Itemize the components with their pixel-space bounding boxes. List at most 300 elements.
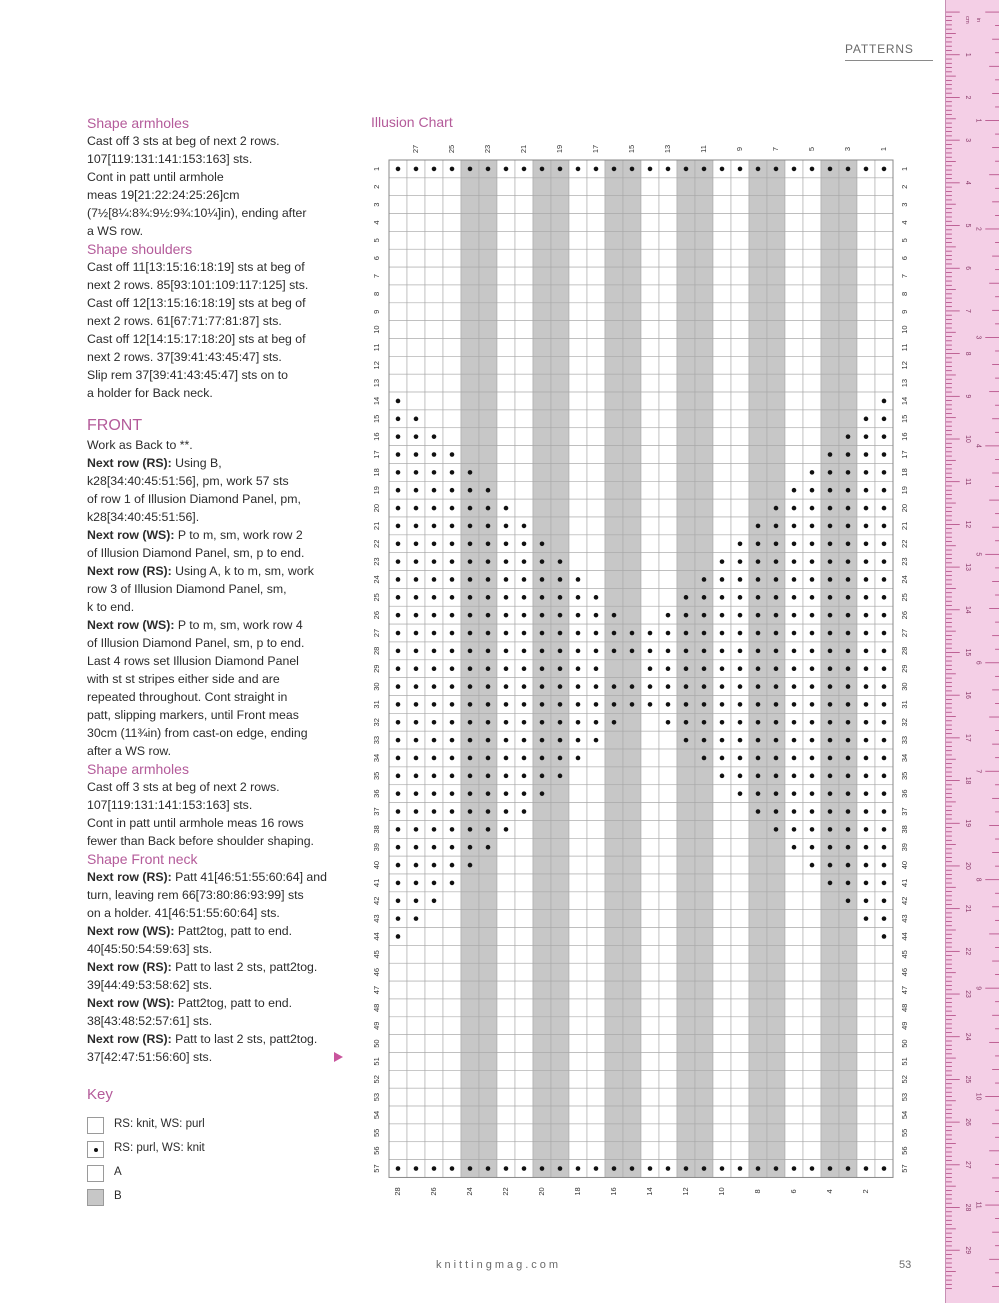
- chart-cell: [677, 321, 695, 339]
- row-number-label: 45: [899, 950, 909, 959]
- chart-cell: [803, 178, 821, 196]
- key-label: B: [114, 1190, 122, 1202]
- purl-dot: [558, 684, 563, 689]
- chart-cell: [605, 785, 623, 803]
- stitch-number-label: 21: [518, 144, 528, 154]
- chart-cell: [605, 588, 623, 606]
- chart-cell: [605, 214, 623, 232]
- chart-cell: [785, 410, 803, 428]
- chart-cell: [659, 820, 677, 838]
- purl-dot: [432, 649, 437, 654]
- chart-cell: [749, 196, 767, 214]
- chart-cell: [641, 196, 659, 214]
- chart-cell: [461, 374, 479, 392]
- purl-dot: [846, 684, 851, 689]
- chart-cell: [641, 571, 659, 589]
- chart-cell: [803, 874, 821, 892]
- purl-dot: [612, 1166, 617, 1171]
- chart-cell: [623, 374, 641, 392]
- row-number-label: 53: [371, 1092, 381, 1102]
- purl-dot: [882, 898, 887, 903]
- purl-dot: [522, 577, 527, 582]
- chart-cell: [515, 1053, 533, 1071]
- purl-dot: [810, 720, 815, 725]
- chart-cell: [821, 892, 839, 910]
- chart-cell: [641, 928, 659, 946]
- purl-dot: [486, 738, 491, 743]
- stitch-number-label: 13: [662, 144, 672, 154]
- chart-cell: [677, 1088, 695, 1106]
- purl-dot: [414, 595, 419, 600]
- purl-dot: [432, 452, 437, 457]
- chart-cell: [641, 820, 659, 838]
- chart-cell: [515, 321, 533, 339]
- chart-cell: [695, 910, 713, 928]
- chart-cell: [461, 1070, 479, 1088]
- chart-cell: [677, 517, 695, 535]
- row-label: Next row (WS):: [87, 618, 175, 632]
- chart-cell: [533, 803, 551, 821]
- purl-dot: [414, 452, 419, 457]
- chart-cell: [857, 981, 875, 999]
- chart-cell: [713, 356, 731, 374]
- chart-cell: [803, 910, 821, 928]
- instructions-column: [87, 114, 349, 1066]
- chart-cell: [731, 392, 749, 410]
- chart-cell: [659, 481, 677, 499]
- footer-website: knittingmag.com: [436, 1259, 562, 1271]
- chart-cell: [479, 999, 497, 1017]
- chart-cell: [857, 1124, 875, 1142]
- chart-cell: [623, 1142, 641, 1160]
- row-text: k28[34:40:45:51:56], pm, work 57 sts: [87, 474, 289, 488]
- purl-dot: [594, 666, 599, 671]
- chart-cell: [497, 1017, 515, 1035]
- chart-cell: [605, 1053, 623, 1071]
- purl-dot: [540, 167, 545, 172]
- purl-dot: [396, 506, 401, 511]
- back-armholes-heading: Shape armholes: [87, 115, 189, 131]
- chart-cell: [749, 1035, 767, 1053]
- purl-dot: [702, 738, 707, 743]
- chart-cell: [497, 1124, 515, 1142]
- chart-cell: [677, 303, 695, 321]
- purl-dot: [882, 863, 887, 868]
- purl-dot: [468, 845, 473, 850]
- chart-cell: [749, 1053, 767, 1071]
- row-text: 40[45:50:54:59:63] sts.: [87, 942, 213, 956]
- purl-dot: [864, 524, 869, 529]
- chart-cell: [767, 910, 785, 928]
- chart-cell: [767, 463, 785, 481]
- chart-cell: [569, 356, 587, 374]
- chart-cell: [821, 981, 839, 999]
- chart-cell: [857, 178, 875, 196]
- chart-cell: [641, 803, 659, 821]
- stitch-number-label: 7: [770, 146, 780, 152]
- chart-cell: [569, 339, 587, 357]
- stitch-number-label: 23: [482, 144, 492, 154]
- purl-dot: [558, 559, 563, 564]
- chart-cell: [587, 910, 605, 928]
- purl-dot: [414, 791, 419, 796]
- chart-cell: [731, 981, 749, 999]
- row-number-label: 30: [371, 682, 381, 691]
- chart-cell: [479, 856, 497, 874]
- chart-cell: [839, 249, 857, 267]
- chart-cell: [533, 1070, 551, 1088]
- purl-dot: [846, 649, 851, 654]
- chart-cell: [605, 820, 623, 838]
- purl-dot: [864, 702, 869, 707]
- row-number-label: 1: [371, 166, 381, 172]
- purl-dot: [396, 649, 401, 654]
- purl-dot: [594, 631, 599, 636]
- purl-dot: [612, 684, 617, 689]
- chart-cell: [875, 249, 893, 267]
- chart-cell: [551, 803, 569, 821]
- chart-cell: [569, 392, 587, 410]
- chart-cell: [785, 874, 803, 892]
- chart-cell: [659, 963, 677, 981]
- purl-dot: [882, 827, 887, 832]
- purl-dot: [486, 791, 491, 796]
- chart-cell: [605, 803, 623, 821]
- chart-cell: [443, 1088, 461, 1106]
- chart-cell: [515, 285, 533, 303]
- chart-cell: [659, 249, 677, 267]
- purl-dot: [522, 666, 527, 671]
- purl-dot: [864, 666, 869, 671]
- chart-cell: [407, 196, 425, 214]
- purl-dot: [828, 827, 833, 832]
- purl-dot: [756, 541, 761, 546]
- chart-cell: [479, 214, 497, 232]
- chart-cell: [533, 321, 551, 339]
- purl-dot: [882, 452, 887, 457]
- chart-cell: [731, 499, 749, 517]
- purl-dot: [756, 167, 761, 172]
- text-line: [87, 670, 349, 688]
- chart-cell: [731, 428, 749, 446]
- chart-cell: [497, 856, 515, 874]
- chart-cell: [587, 196, 605, 214]
- chart-cell: [623, 731, 641, 749]
- row-number-label: 19: [371, 486, 381, 495]
- chart-cell: [695, 999, 713, 1017]
- text-line: [87, 724, 349, 742]
- row-number-label: 17: [371, 450, 381, 459]
- chart-cell: [785, 981, 803, 999]
- chart-cell: [389, 303, 407, 321]
- chart-cell: [515, 303, 533, 321]
- row-number-label: 36: [371, 789, 381, 798]
- chart-cell: [695, 928, 713, 946]
- chart-cell: [731, 1035, 749, 1053]
- row-number-label: 13: [899, 378, 909, 388]
- purl-dot: [432, 809, 437, 814]
- chart-cell: [785, 1070, 803, 1088]
- chart-cell: [713, 999, 731, 1017]
- chart-cell: [731, 945, 749, 963]
- chart-cell: [659, 196, 677, 214]
- purl-dot: [882, 720, 887, 725]
- chart-cell: [479, 910, 497, 928]
- chart-cell: [659, 1088, 677, 1106]
- purl-dot: [396, 881, 401, 886]
- front-heading: FRONT: [87, 417, 143, 434]
- ruler-cm-label: 14: [963, 605, 971, 614]
- chart-cell: [875, 196, 893, 214]
- chart-cell: [785, 928, 803, 946]
- chart-cell: [515, 981, 533, 999]
- purl-dot: [486, 631, 491, 636]
- chart-cell: [425, 1070, 443, 1088]
- chart-cell: [641, 1124, 659, 1142]
- purl-dot: [630, 702, 635, 707]
- purl-dot: [702, 684, 707, 689]
- key-title: Key: [87, 1086, 113, 1103]
- purl-dot: [846, 666, 851, 671]
- chart-cell: [407, 981, 425, 999]
- chart-cell: [389, 1017, 407, 1035]
- purl-dot: [450, 524, 455, 529]
- chart-cell: [731, 196, 749, 214]
- purl-dot: [738, 595, 743, 600]
- purl-dot: [450, 541, 455, 546]
- purl-dot: [450, 666, 455, 671]
- chart-cell: [839, 1088, 857, 1106]
- row-number-label: 50: [371, 1039, 381, 1048]
- chart-cell: [605, 749, 623, 767]
- chart-cell: [713, 214, 731, 232]
- chart-cell: [461, 214, 479, 232]
- purl-dot: [486, 684, 491, 689]
- chart-cell: [569, 517, 587, 535]
- chart-cell: [749, 874, 767, 892]
- chart-cell: [587, 1088, 605, 1106]
- ruler-cm-label: 24: [963, 1032, 971, 1041]
- stitch-number-label: 18: [572, 1187, 582, 1196]
- chart-cell: [515, 892, 533, 910]
- purl-dot: [882, 488, 887, 493]
- chart-cell: [803, 1088, 821, 1106]
- chart-cell: [695, 1142, 713, 1160]
- purl-dot: [666, 631, 671, 636]
- chart-cell: [731, 463, 749, 481]
- purl-dot: [828, 167, 833, 172]
- purl-dot: [738, 666, 743, 671]
- row-number-label: 43: [371, 914, 381, 923]
- ruler-cm-label: 20: [963, 862, 971, 870]
- chart-cell: [533, 838, 551, 856]
- chart-cell: [659, 339, 677, 357]
- purl-dot: [756, 720, 761, 725]
- chart-cell: [713, 963, 731, 981]
- chart-cell: [407, 267, 425, 285]
- purl-dot: [846, 167, 851, 172]
- chart-cell: [623, 267, 641, 285]
- chart-cell: [695, 553, 713, 571]
- purl-dot: [738, 774, 743, 779]
- chart-cell: [515, 410, 533, 428]
- chart-cell: [479, 249, 497, 267]
- purl-dot: [450, 488, 455, 493]
- chart-cell: [677, 945, 695, 963]
- chart-cell: [749, 392, 767, 410]
- purl-dot: [774, 827, 779, 832]
- purl-dot: [882, 417, 887, 422]
- purl-dot: [846, 791, 851, 796]
- chart-cell: [497, 1088, 515, 1106]
- purl-dot: [792, 649, 797, 654]
- chart-cell: [875, 303, 893, 321]
- chart-cell: [731, 249, 749, 267]
- chart-cell: [803, 356, 821, 374]
- chart-cell: [767, 892, 785, 910]
- chart-cell: [587, 838, 605, 856]
- chart-cell: [695, 1017, 713, 1035]
- chart-cell: [569, 1124, 587, 1142]
- purl-dot: [846, 738, 851, 743]
- key-swatch: [87, 1141, 104, 1158]
- chart-cell: [803, 196, 821, 214]
- chart-cell: [407, 249, 425, 267]
- row-number-label: 44: [371, 932, 381, 941]
- chart-cell: [803, 392, 821, 410]
- chart-cell: [605, 945, 623, 963]
- chart-cell: [821, 1106, 839, 1124]
- chart-cell: [785, 1142, 803, 1160]
- chart-cell: [623, 339, 641, 357]
- ruler-cm-label: 28: [963, 1203, 971, 1212]
- purl-dot: [828, 541, 833, 546]
- chart-cell: [551, 463, 569, 481]
- chart-cell: [659, 214, 677, 232]
- purl-dot: [540, 541, 545, 546]
- purl-dot: [450, 684, 455, 689]
- chart-cell: [695, 820, 713, 838]
- chart-cell: [605, 981, 623, 999]
- purl-dot: [396, 434, 401, 439]
- chart-cell: [389, 321, 407, 339]
- chart-cell: [641, 838, 659, 856]
- purl-dot-icon: [94, 1148, 98, 1152]
- purl-dot: [432, 827, 437, 832]
- chart-cell: [659, 356, 677, 374]
- purl-dot: [414, 631, 419, 636]
- chart-cell: [461, 231, 479, 249]
- row-number-label: 31: [899, 700, 909, 709]
- purl-dot: [576, 595, 581, 600]
- purl-dot: [882, 595, 887, 600]
- chart-cell: [497, 285, 515, 303]
- chart-cell: [713, 428, 731, 446]
- chart-cell: [425, 339, 443, 357]
- chart-cell: [803, 249, 821, 267]
- row-number-label: 10: [371, 325, 381, 334]
- chart-cell: [767, 981, 785, 999]
- purl-dot: [396, 738, 401, 743]
- chart-cell: [803, 428, 821, 446]
- purl-dot: [522, 791, 527, 796]
- chart-cell: [641, 892, 659, 910]
- purl-dot: [540, 666, 545, 671]
- purl-dot: [882, 613, 887, 618]
- stitch-number-label: 22: [500, 1187, 510, 1196]
- chart-cell: [425, 1017, 443, 1035]
- purl-dot: [810, 541, 815, 546]
- purl-dot: [702, 631, 707, 636]
- chart-cell: [659, 838, 677, 856]
- chart-cell: [443, 892, 461, 910]
- chart-cell: [695, 785, 713, 803]
- purl-dot: [846, 434, 851, 439]
- chart-cell: [407, 928, 425, 946]
- row-number-label: 40: [371, 860, 381, 870]
- chart-cell: [821, 1035, 839, 1053]
- row-number-label: 55: [371, 1128, 381, 1137]
- chart-cell: [785, 963, 803, 981]
- chart-cell: [875, 1070, 893, 1088]
- purl-dot: [684, 167, 689, 172]
- row-number-label: 22: [371, 539, 381, 548]
- chart-cell: [767, 178, 785, 196]
- chart-cell: [623, 1088, 641, 1106]
- purl-dot: [576, 649, 581, 654]
- stitch-number-label: 3: [842, 146, 852, 152]
- chart-cell: [875, 981, 893, 999]
- purl-dot: [540, 684, 545, 689]
- chart-cell: [803, 928, 821, 946]
- chart-cell: [641, 463, 659, 481]
- chart-cell: [695, 339, 713, 357]
- purl-dot: [810, 827, 815, 832]
- stitch-number-label: 28: [392, 1187, 402, 1196]
- chart-cell: [821, 1053, 839, 1071]
- chart-cell: [857, 945, 875, 963]
- text-line: [87, 868, 349, 886]
- chart-cell: [839, 356, 857, 374]
- purl-dot: [540, 774, 545, 779]
- ruler-inch-label: 5: [974, 552, 982, 557]
- chart-cell: [695, 1124, 713, 1142]
- purl-dot: [396, 541, 401, 546]
- chart-cell: [677, 1017, 695, 1035]
- row-number-label: 4: [899, 220, 909, 225]
- purl-dot: [396, 934, 401, 939]
- row-number-label: 15: [371, 414, 381, 423]
- row-number-label: 23: [371, 557, 381, 566]
- purl-dot: [414, 827, 419, 832]
- chart-cell: [605, 463, 623, 481]
- row-number-label: 35: [899, 771, 909, 780]
- chart-cell: [785, 446, 803, 464]
- purl-dot: [846, 506, 851, 511]
- chart-cell: [659, 392, 677, 410]
- purl-dot: [432, 898, 437, 903]
- chart-cell: [605, 410, 623, 428]
- ruler-cm-label: 19: [963, 819, 971, 828]
- chart-cell: [605, 1142, 623, 1160]
- chart-cell: [767, 339, 785, 357]
- purl-dot: [486, 613, 491, 618]
- purl-dot: [738, 720, 743, 725]
- chart-cell: [551, 535, 569, 553]
- purl-dot: [450, 470, 455, 475]
- purl-dot: [414, 684, 419, 689]
- chart-cell: [551, 1035, 569, 1053]
